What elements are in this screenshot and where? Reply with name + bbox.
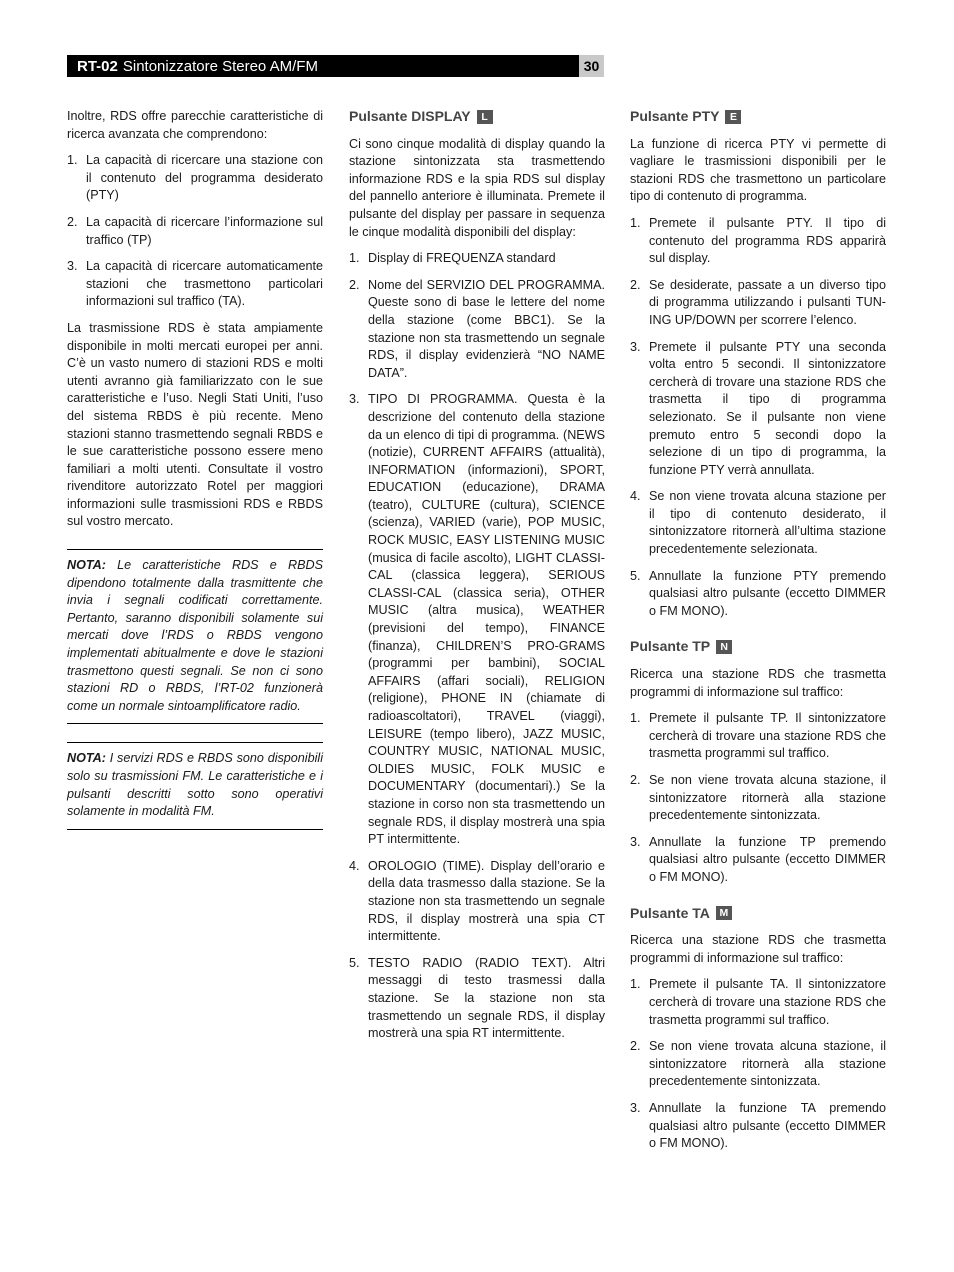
item-number: 4. [630,489,641,504]
key-badge: M [716,906,732,920]
list-item [630,488,886,558]
item-text: TESTO RADIO (RADIO TEXT). Altri messaggi di testo trasmessi dalla stazione. Se la stazione non sta trasmettendo un segnale RDS, il display mostrerà una spia RT intermittente. [368,955,605,1041]
list-item [630,215,886,268]
item-number: 3. [349,392,360,407]
heading-text: Pulsante TP [630,638,711,655]
section-heading-display [349,108,605,126]
item-text: Premete il pulsante TP. Il sintonizzatore cercherà di trovare una stazione RDS che trasmetta programmi sul traffico. [649,711,886,761]
list-item [349,250,605,268]
item-text: Nome del SERVIZIO DEL PROGRAMMA. Queste sono di base le lettere del nome della stazione (come BBC1). Se la stazione non sta trasmettendo un segnale RDS, il display evidenzierà “NO NAME DATA”. [368,277,605,380]
model-name: RT-02 [77,57,118,75]
column-3 [630,108,886,1171]
item-text: Display di FREQUENZA standard [368,251,556,266]
header-title: Sintonizzatore Stereo AM/FM [122,57,318,75]
note-label: NOTA: [67,558,106,573]
note-label: NOTA: [67,751,106,766]
item-text: Se desiderate, passate a un diverso tipo di programma utilizzando i pulsanti TUN-ING UP/DOWN per scorrere l’elenco. [649,277,886,327]
list-item [630,568,886,621]
item-number: 1. [630,977,641,992]
section-ta [630,905,886,1153]
section-heading-ta [630,905,886,923]
ta-intro: Ricerca una stazione RDS che trasmetta programmi di informazione sul traffico: [630,933,886,965]
tp-steps [630,710,886,886]
list-item [630,1100,886,1153]
ta-steps [630,976,886,1152]
item-number: 3. [67,259,78,274]
item-number: 2. [630,773,641,787]
key-badge: N [716,640,732,654]
section-heading-pty [630,108,886,126]
item-text: Premete il pulsante TA. Il sintonizzatore cercherà di trovare una stazione RDS che trasmetta programmi sul traffico. [649,977,886,1027]
key-badge: E [725,110,741,124]
item-number: 1. [630,215,641,230]
item-text: La capacità di ricercare automaticamente stazioni che trasmettono particolari informazioni sul traffico (TA). [86,259,323,309]
item-text: Se non viene trovata alcuna stazione, il sintonizzatore ritornerà alla stazione precedentemente sintonizzata. [649,773,886,823]
item-number: 2. [630,277,641,292]
item-text: Annullate la funzione PTY premendo qualsiasi altro pulsante (eccetto DIMMER o FM MONO). [649,568,886,618]
feature-list [67,152,323,311]
item-text: La capacità di ricercare una stazione con il contenuto del programma desiderato (PTY) [86,153,323,203]
section-tp [630,638,886,886]
item-number: 1. [67,153,78,168]
key-badge: L [477,110,493,124]
item-text: La capacità di ricercare l’informazione sul traffico (TP) [86,214,323,247]
item-number: 3. [630,834,641,849]
list-item [67,258,323,311]
tp-intro: Ricerca una stazione RDS che trasmetta programmi di informazione sul traffico: [630,667,886,699]
display-mode-list [349,250,605,1043]
column-1 [67,108,323,830]
list-item [630,976,886,1029]
list-item [349,955,605,1043]
list-item [630,1038,886,1091]
item-number: 2. [349,277,360,292]
section-pty [630,108,886,620]
column-2 [349,108,605,1052]
item-number: 1. [349,251,360,266]
note-box [67,742,323,829]
item-text: OROLOGIO (TIME). Display dell’orario e della data trasmesso dalla stazione. Se la stazione non sta trasmettendo un segnale RDS, il display mostrerà una spia CT intermittente. [368,858,605,944]
list-item [67,214,323,249]
item-number: 4. [349,858,360,873]
display-intro: Ci sono cinque modalità di display quando la stazione sintonizzata sta trasmettendo informazione RDS e la spia RDS sul display del pannello anteriore è illuminata. Premete il pulsante del display per passare in sequenza le cinque modalità disponibili del display: [349,136,605,239]
item-number: 3. [630,1100,641,1115]
rds-paragraph: La trasmissione RDS è stata ampiamente disponibile in molti mercati europei per anni. C’è un vasto numero di stazioni RDS e molti utenti avranno già familiarizzato con le sue caratteristiche e l’uso. Negli Stati Uniti, l’uso del sistema RBDS è più recente. Meno stazioni stanno trasmettendo segnali RBDS e le sue caratteristiche possono essere meno familiari a molti utenti. Consultate il vostro rivenditore autorizzato Rotel per maggiori informazioni sulle trasmissioni RDS e RBDS sul vostro mercato. [67,320,323,529]
heading-text: Pulsante TA [630,904,710,921]
pty-steps [630,215,886,620]
pty-intro: La funzione di ricerca PTY vi permette di vagliare le trasmissioni disponibili per le stazioni RDS che trasmettono un particolare tipo di contenuto di programma. [630,136,886,204]
section-heading-tp [630,638,886,656]
list-item [630,277,886,330]
item-text: Premete il pulsante PTY. Il tipo di contenuto del programma RDS apparirà sul display. [649,215,886,266]
heading-text: Pulsante PTY [630,108,720,124]
list-item [349,277,605,383]
item-number: 5. [349,955,360,970]
item-number: 2. [630,1039,641,1054]
intro-paragraph: Inoltre, RDS offre parecchie caratteristiche di ricerca avanzata che comprendono: [67,109,323,141]
page-header [67,55,579,77]
heading-text: Pulsante DISPLAY [349,108,471,124]
item-text: Se non viene trovata alcuna stazione, il sintonizzatore ritornerà alla stazione precedentemente sintonizzata. [649,1039,886,1089]
note-text: Le caratteristiche RDS e RBDS dipendono totalmente dalla trasmittente che invia i segnali codificati correttamente. Pertanto, saranno disponibili solamente sui mercati dove l’RDS o RBDS vengono implementati abitualmente e dove le stazioni trasmettono questi segnali. Se non ci sono stazioni RD o RBDS, l’RT-02 funzionerà come un normale sintoamplificatore radio. [67,558,323,713]
list-item [67,152,323,205]
list-item [349,391,605,848]
note-box [67,549,323,724]
item-number: 2. [67,214,78,229]
item-text: Annullate la funzione TA premendo qualsiasi altro pulsante (eccetto DIMMER o FM MONO). [649,1100,886,1151]
item-text: Se non viene trovata alcuna stazione per il tipo di contenuto desiderato, il sintonizzatore ritornerà all’ultima stazione precedentemente selezionata. [649,489,886,557]
item-text: Annullate la funzione TP premendo qualsiasi altro pulsante (eccetto DIMMER o FM MONO). [649,834,886,884]
page-number: 30 [579,55,604,77]
list-item [630,772,886,825]
item-number: 1. [630,711,641,726]
list-item [349,858,605,946]
item-number: 5. [630,568,641,583]
list-item [630,834,886,887]
item-text: TIPO DI PROGRAMMA. Questa è la descrizione del contenuto della stazione da un elenco di tipi di programma. (NEWS (notizie), CURRENT AFFAIRS (attualità), INFORMATION (informazioni), SPORT, EDUCATION (educazione), DRAMA (teatro), CULTURE (cultura), SCIENCE (scienza), VARIED (varie), POP MUSIC, ROCK MUSIC, EASY LISTENING MUSIC (musica di facile ascolto), LIGHT CLASSI-CAL (classica leggera), SERIOUS CLASSI-CAL (classica seria), OTHER MUSIC (altra musica), WEATHER (previsioni del tempo), FINANCE (finanza), CHILDREN’S PRO-GRAMS (programmi per bambini), SOCIAL AFFAIRS (affari sociali), RELIGION (religione), PHONE IN (chiamate di radioascoltatori), TRAVEL (viaggi), LEISURE (tempo libero), JAZZ MUSIC, COUNTRY MUSIC, NATIONAL MUSIC, OLDIES MUSIC, FOLK MUSIC e DOCUMENTARY (documentari).) Se la stazione in corso non sta trasmettendo un segnale RDS, il display mostrerà una spia PT intermittente. [368,392,605,847]
list-item [630,710,886,763]
note-text: I servizi RDS e RBDS sono disponibili solo su trasmissioni FM. Le caratteristiche e i pulsanti descritti sotto sono operativi solamente in modalità FM. [67,751,323,819]
item-text: Premete il pulsante PTY una seconda volta entro 5 secondi. Il sintonizzatore cercherà di trovare una stazione RDS che trasmetta il tipo di programma selezionato. Se il pulsante non viene premuto entro 5 secondi dopo la selezione di un tipo di programma, la funzione PTY verrà annullata. [649,339,886,477]
list-item [630,339,886,480]
item-number: 3. [630,339,641,354]
